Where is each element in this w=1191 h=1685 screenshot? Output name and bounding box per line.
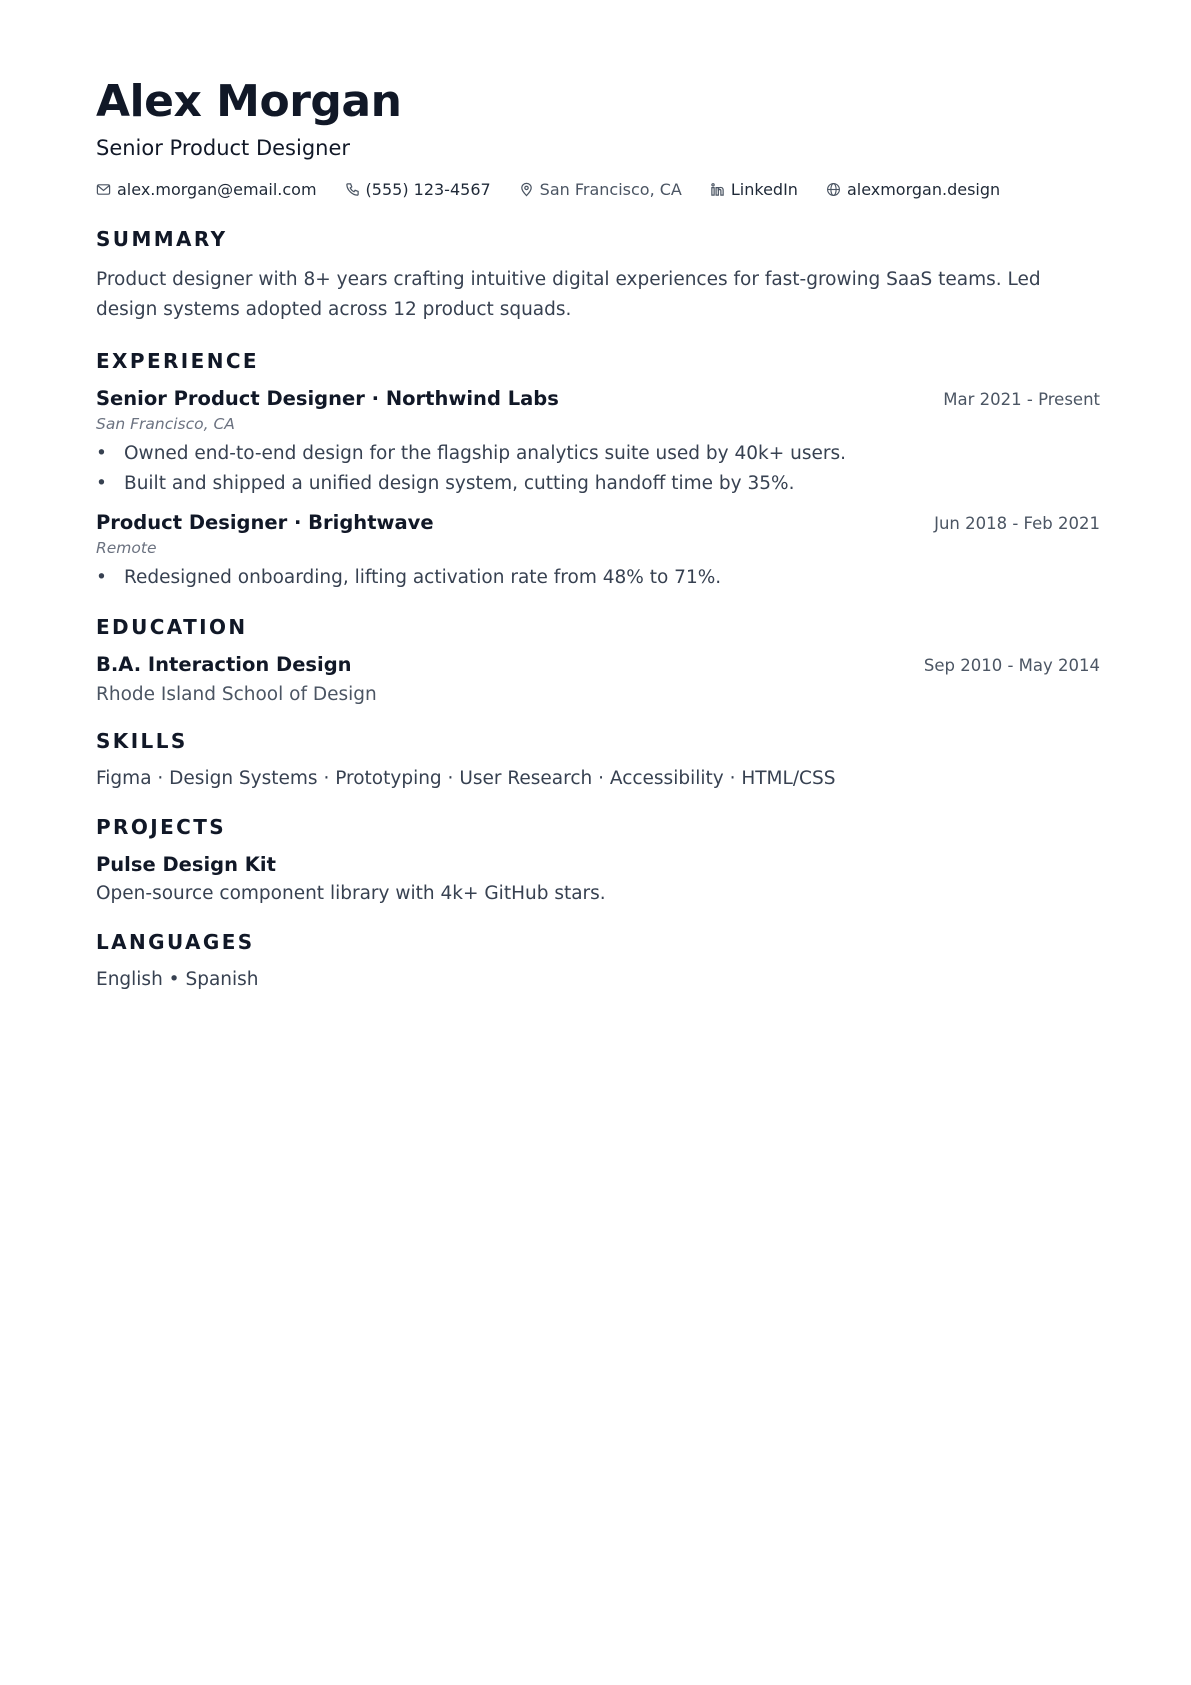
experience-entry xyxy=(96,387,1100,499)
contact-bar xyxy=(96,180,1100,199)
location-text: San Francisco, CA xyxy=(539,179,682,199)
projects-section xyxy=(96,815,1100,906)
job-title: Product Designer · Brightwave xyxy=(96,510,434,534)
projects-heading: PROJECTS xyxy=(96,814,227,839)
contact-linkedin[interactable] xyxy=(710,180,798,199)
skills-section xyxy=(96,729,1100,791)
education-heading: EDUCATION xyxy=(96,614,248,639)
experience-entry xyxy=(96,511,1100,593)
contact-website[interactable] xyxy=(826,180,1000,199)
resume-page xyxy=(96,78,1100,992)
school-name: Rhode Island School of Design xyxy=(96,683,377,705)
languages-section xyxy=(96,930,1100,992)
candidate-role: Senior Product Designer xyxy=(96,136,351,161)
degree-title: B.A. Interaction Design xyxy=(96,652,352,676)
job-location: Remote xyxy=(96,538,157,557)
linkedin-text: LinkedIn xyxy=(730,179,798,199)
email-text: alex.morgan@email.com xyxy=(117,179,317,199)
experience-heading: EXPERIENCE xyxy=(96,348,259,373)
skills-heading: SKILLS xyxy=(96,728,188,753)
job-location: San Francisco, CA xyxy=(96,414,235,433)
globe-icon xyxy=(826,182,841,197)
contact-email[interactable] xyxy=(96,180,317,199)
job-bullet: • Built and shipped a unified design system, cutting handoff time by 35%. xyxy=(96,469,1100,499)
education-dates: Sep 2010 - May 2014 xyxy=(923,655,1100,675)
skills-list: Figma · Design Systems · Prototyping · User Research · Accessibility · HTML/CSS xyxy=(96,767,836,789)
languages-list: English • Spanish xyxy=(96,968,259,990)
job-bullet: • Redesigned onboarding, lifting activation rate from 48% to 71%. xyxy=(96,563,1100,593)
project-description: Open-source component library with 4k+ GitHub stars. xyxy=(96,882,606,904)
mail-icon xyxy=(96,182,111,197)
summary-section xyxy=(96,227,1100,325)
phone-icon xyxy=(345,182,360,197)
job-title: Senior Product Designer · Northwind Labs xyxy=(96,386,559,410)
phone-text: (555) 123-4567 xyxy=(365,179,491,199)
job-bullet: • Owned end-to-end design for the flagship analytics suite used by 40k+ users. xyxy=(96,439,1100,469)
job-dates: Mar 2021 - Present xyxy=(943,389,1100,409)
summary-heading: SUMMARY xyxy=(96,226,228,251)
contact-phone[interactable] xyxy=(345,180,491,199)
summary-text: Product designer with 8+ years crafting intuitive digital experiences for fast-growing SaaS teams. Led design systems adopted across 12 product squads. xyxy=(96,268,1041,320)
map-pin-icon xyxy=(519,182,534,197)
languages-heading: LANGUAGES xyxy=(96,929,255,954)
job-dates: Jun 2018 - Feb 2021 xyxy=(934,513,1100,533)
website-text: alexmorgan.design xyxy=(846,179,1001,199)
candidate-name: Alex Morgan xyxy=(96,76,402,127)
contact-location xyxy=(519,180,682,199)
job-bullets xyxy=(96,439,1100,499)
job-bullets xyxy=(96,563,1100,593)
project-name: Pulse Design Kit xyxy=(96,852,276,876)
linkedin-icon xyxy=(710,182,725,197)
education-section xyxy=(96,615,1100,705)
experience-section xyxy=(96,349,1100,593)
